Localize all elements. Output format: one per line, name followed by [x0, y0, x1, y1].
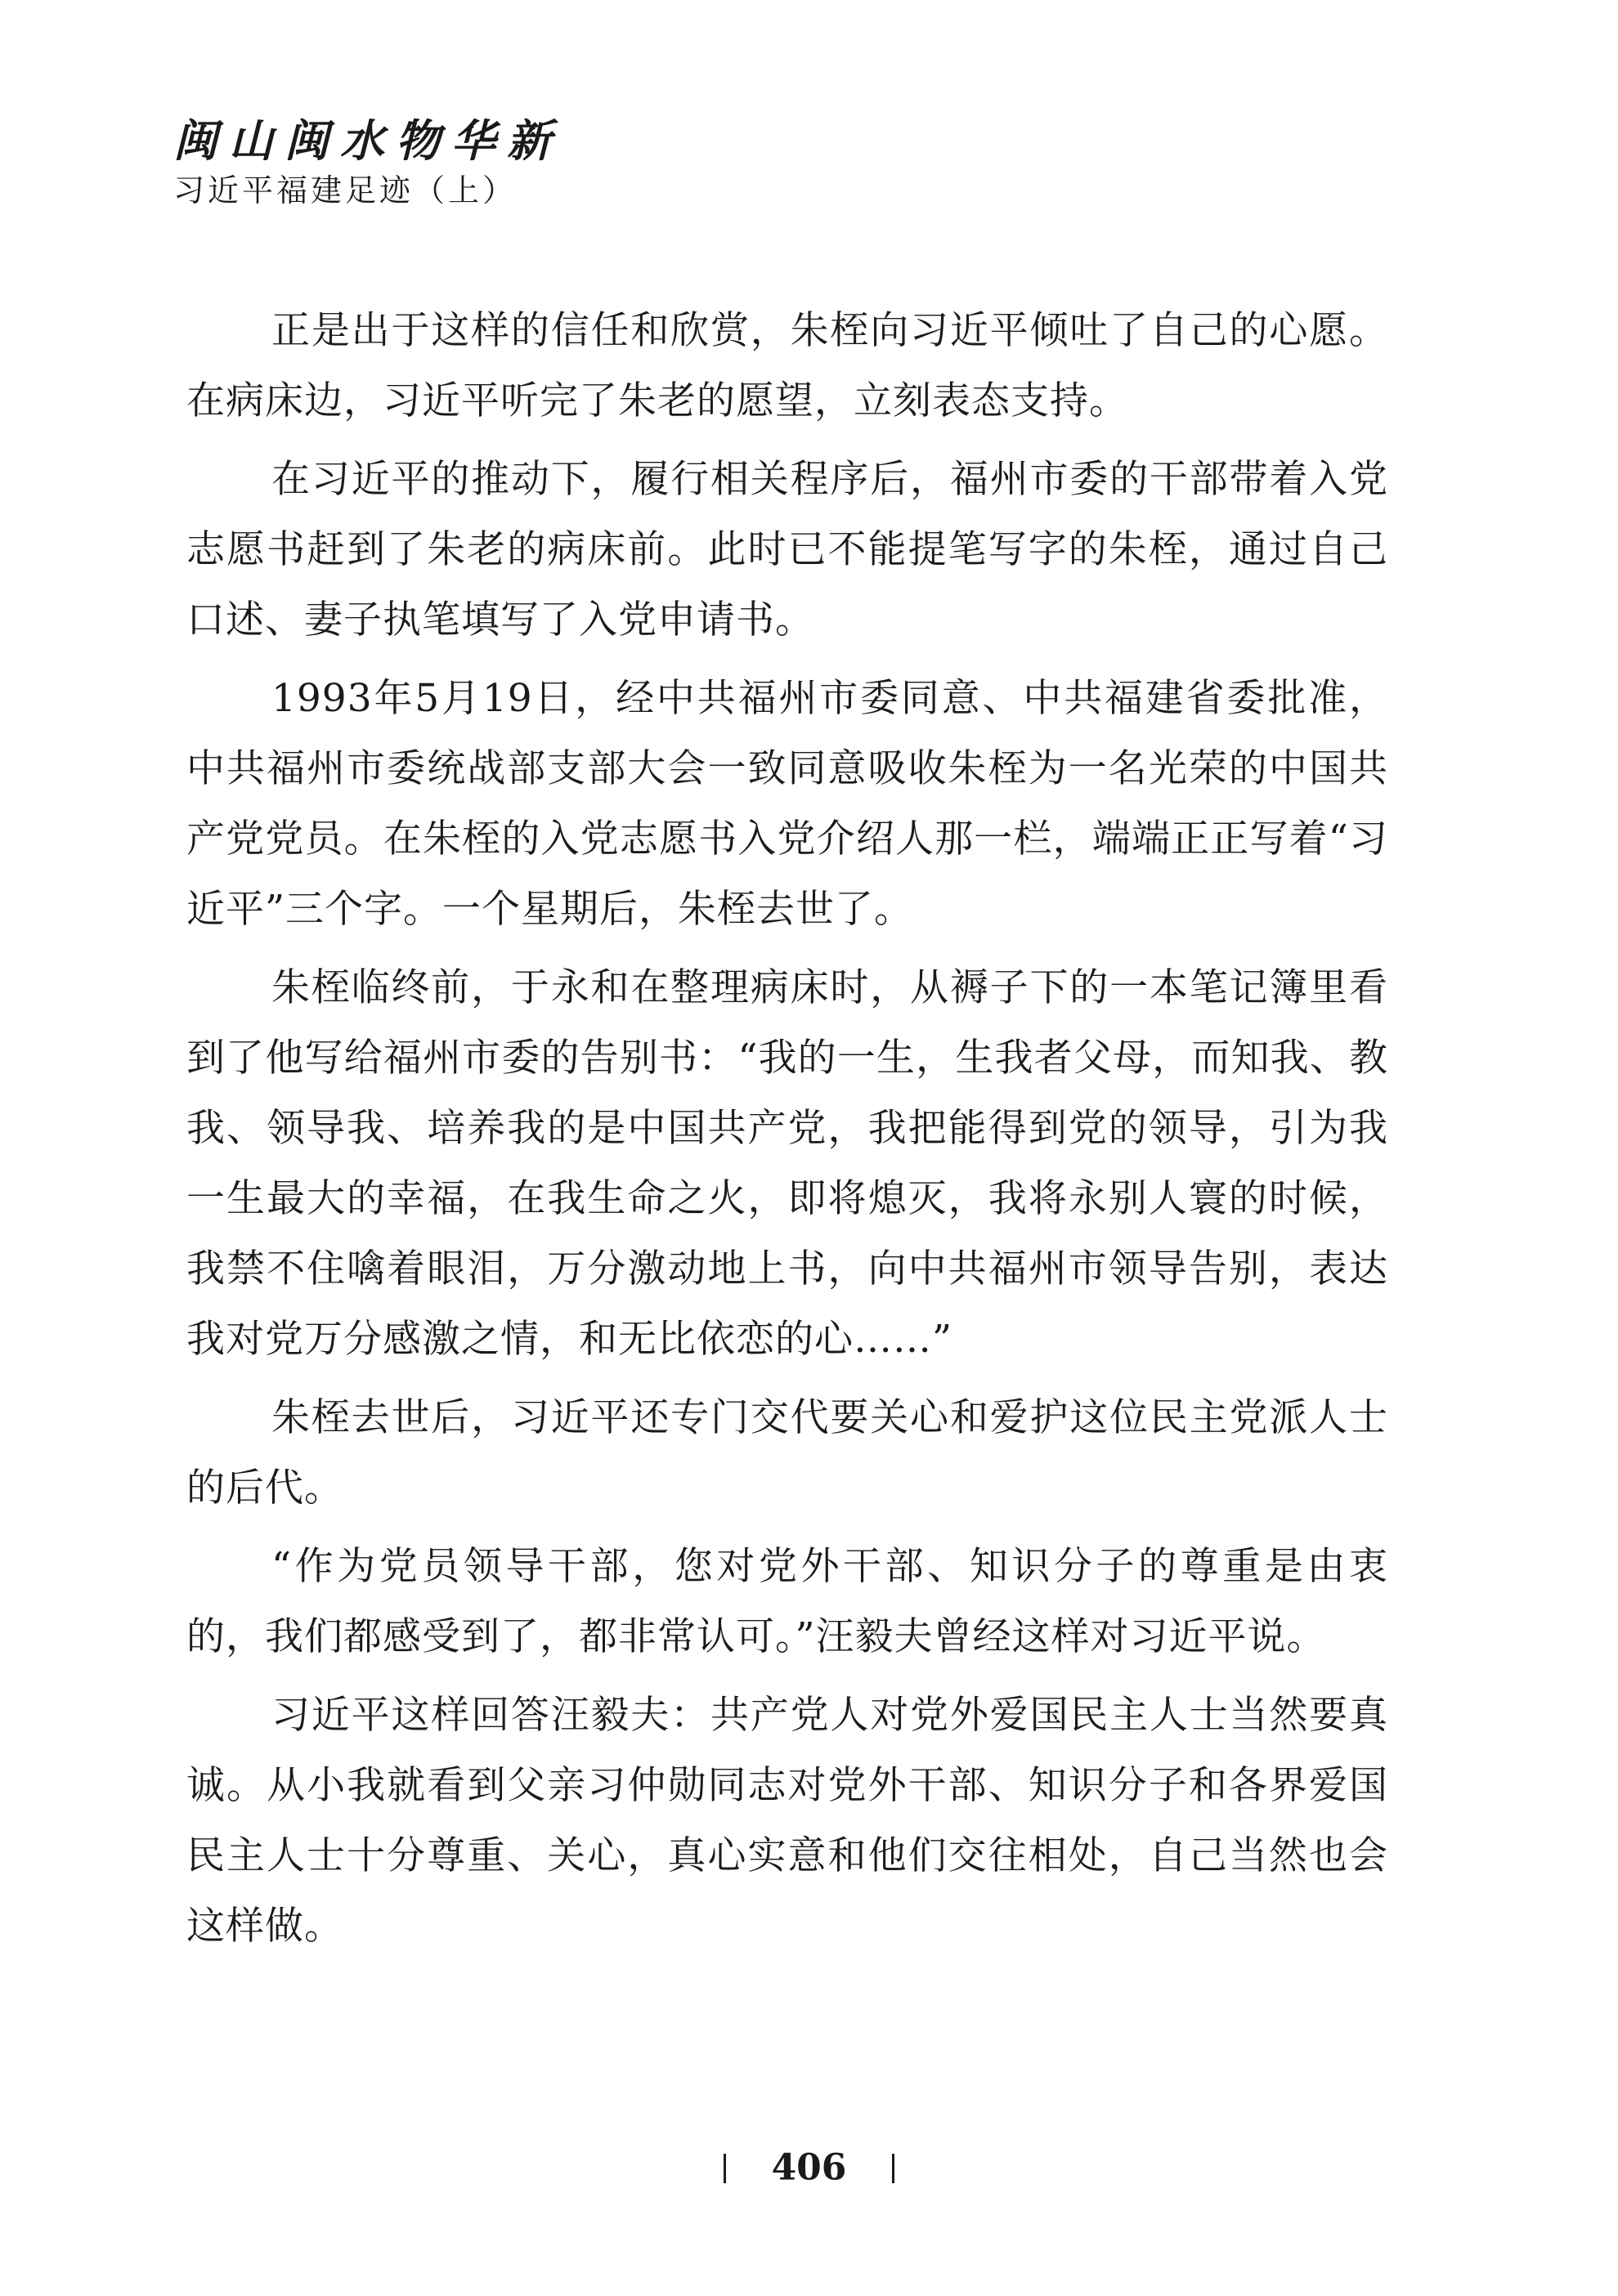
page-footer	[0, 2142, 1618, 2193]
folio-left-rule	[724, 2154, 726, 2183]
running-head	[173, 114, 562, 211]
paragraph: 朱桎去世后，习近平还专门交代要关心和爱护这位民主党派人士的后代。	[186, 1395, 1388, 1511]
book-subtitle: 习近平福建足迹（上）	[173, 172, 518, 208]
page-number: 406	[771, 2146, 847, 2189]
book-title: 闽山闽水物华新	[173, 114, 562, 167]
paragraph: “作为党员领导干部，您对党外干部、知识分子的尊重是由衷的，我们都感受到了，都非常认可。”汪毅夫曾经这样对习近平说。	[186, 1544, 1388, 1659]
body-text	[186, 296, 1388, 1970]
paragraph: 在习近平的推动下，履行相关程序后，福州市委的干部带着入党志愿书赶到了朱老的病床前。此时已不能提笔写字的朱桎，通过自己口述、妻子执笔填写了入党申请书。	[186, 457, 1388, 642]
paragraph: 习近平这样回答汪毅夫：共产党人对党外爱国民主人士当然要真诚。从小我就看到父亲习仲勋同志对党外干部、知识分子和各界爱国民主人士十分尊重、关心，真心实意和他们交往相处，自己当然也会这样做。	[186, 1693, 1388, 1949]
paragraph: 1993年5月19日，经中共福州市委同意、中共福建省委批准，中共福州市委统战部支部大会一致同意吸收朱桎为一名光荣的中国共产党党员。在朱桎的入党志愿书入党介绍人那一栏，端端正正写着“习近平”三个字。一个星期后，朱桎去世了。	[186, 676, 1388, 932]
paragraph: 朱桎临终前，于永和在整理病床时，从褥子下的一本笔记簿里看到了他写给福州市委的告别书：“我的一生，生我者父母，而知我、教我、领导我、培养我的是中国共产党，我把能得到党的领导，引为我一生最大的幸福，在我生命之火，即将熄灭，我将永别人寰的时候，我禁不住噙着眼泪，万分激动地上书，向中共福州市领导告别，表达我对党万分感激之情，和无比依恋的心……”	[186, 965, 1388, 1362]
paragraph: 正是出于这样的信任和欣赏，朱桎向习近平倾吐了自己的心愿。在病床边，习近平听完了朱老的愿望，立刻表态支持。	[186, 308, 1388, 423]
folio-right-rule	[892, 2154, 894, 2183]
